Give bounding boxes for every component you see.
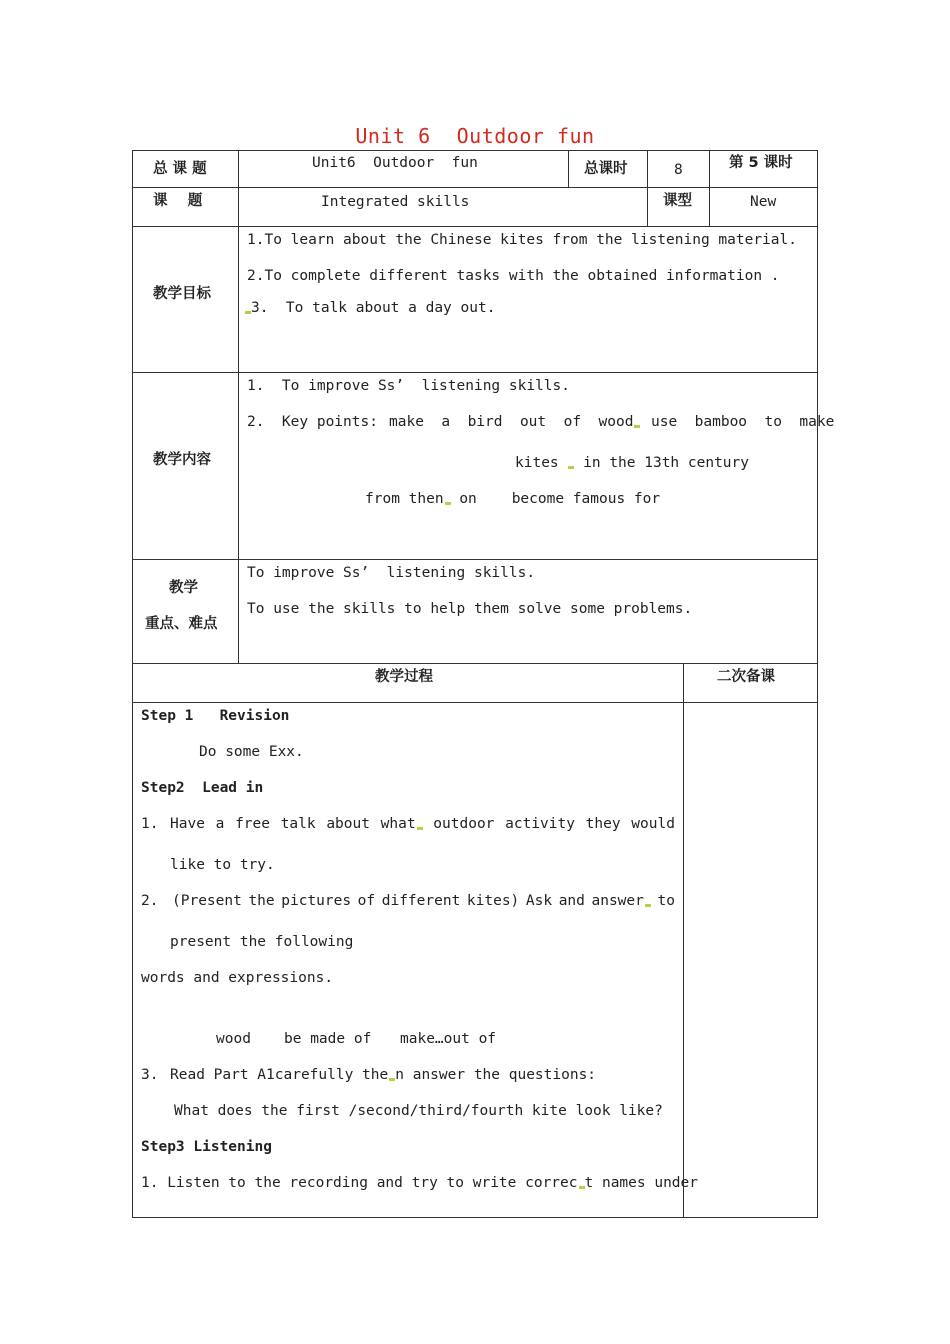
lesson-type-value: New xyxy=(750,194,777,210)
step-item-number: 3. xyxy=(141,1067,159,1083)
objective-item: 3. To talk about a day out. xyxy=(244,299,495,317)
key-point: kites in the 13th century xyxy=(515,455,749,471)
highlight-mark xyxy=(568,466,574,469)
step-text: Read Part A1carefully the n answer the questions: xyxy=(170,1067,597,1083)
step-item-number: 1. xyxy=(141,816,159,832)
focus-line: To use the skills to help them solve some problems. xyxy=(247,601,693,617)
highlight-mark xyxy=(445,502,451,505)
title-unit: Unit 6 xyxy=(355,124,431,148)
topic-value: Unit6 Outdoor fun xyxy=(312,155,478,171)
highlight-mark xyxy=(634,425,640,428)
key-point: from then on become famous for xyxy=(365,491,661,507)
title-name: Outdoor fun xyxy=(456,124,595,148)
total-periods-label: 总课时 xyxy=(584,161,628,177)
content-label: 教学内容 xyxy=(153,452,211,468)
highlight-mark xyxy=(417,827,423,830)
step-title: Step3 Listening xyxy=(141,1139,272,1155)
lesson-type-label: 课型 xyxy=(663,193,692,209)
step-question: What does the first /second/third/fourth kite look like? xyxy=(174,1103,663,1119)
topic-label: 总 课 题 xyxy=(153,161,207,177)
step-text: 1. Listen to the recording and try to write correc t names under xyxy=(141,1175,698,1191)
step-text: present the following xyxy=(170,934,354,950)
step-text: like to try. xyxy=(170,857,275,873)
justified-line: (Present the pictures of different kites) Ask and answer to xyxy=(172,893,675,909)
lesson-label: 课 题 xyxy=(153,193,203,209)
process-header: 教学过程 xyxy=(375,669,433,685)
step-title: Step 1 Revision xyxy=(141,708,290,724)
document-title xyxy=(0,124,950,148)
period-number: 第 5 课时 xyxy=(729,155,793,171)
step-text: Do some Exx. xyxy=(199,744,304,760)
step-item-number: 2. xyxy=(141,893,159,909)
step-title: Step2 Lead in xyxy=(141,780,264,796)
objectives-label: 教学目标 xyxy=(153,286,211,302)
step-text: words and expressions. xyxy=(141,970,334,986)
key-points-label: 2. Key points: xyxy=(247,414,378,430)
justified-line: Have a free talk about what outdoor activity they would xyxy=(170,816,675,832)
highlight-mark xyxy=(645,904,651,907)
vocab-word: make…out of xyxy=(400,1031,497,1047)
vocab-word: wood xyxy=(216,1031,251,1047)
key-point: use bamboo to make xyxy=(651,414,835,430)
vocab-word: be made of xyxy=(284,1031,372,1047)
focus-line: To improve Ss’ listening skills. xyxy=(247,565,536,581)
key-point: make a bird out of wood xyxy=(389,413,640,431)
objective-item: 2.To complete different tasks with the obtained information . xyxy=(247,268,780,284)
focus-label: 教学 xyxy=(169,580,198,596)
total-periods-value: 8 xyxy=(674,162,683,178)
content-line: 1. To improve Ss’ listening skills. xyxy=(247,378,571,394)
objective-item: 1.To learn about the Chinese kites from the listening material. xyxy=(247,232,797,248)
lesson-value: Integrated skills xyxy=(321,194,470,210)
focus-label: 重点、难点 xyxy=(145,616,218,632)
notes-header: 二次备课 xyxy=(717,669,775,685)
